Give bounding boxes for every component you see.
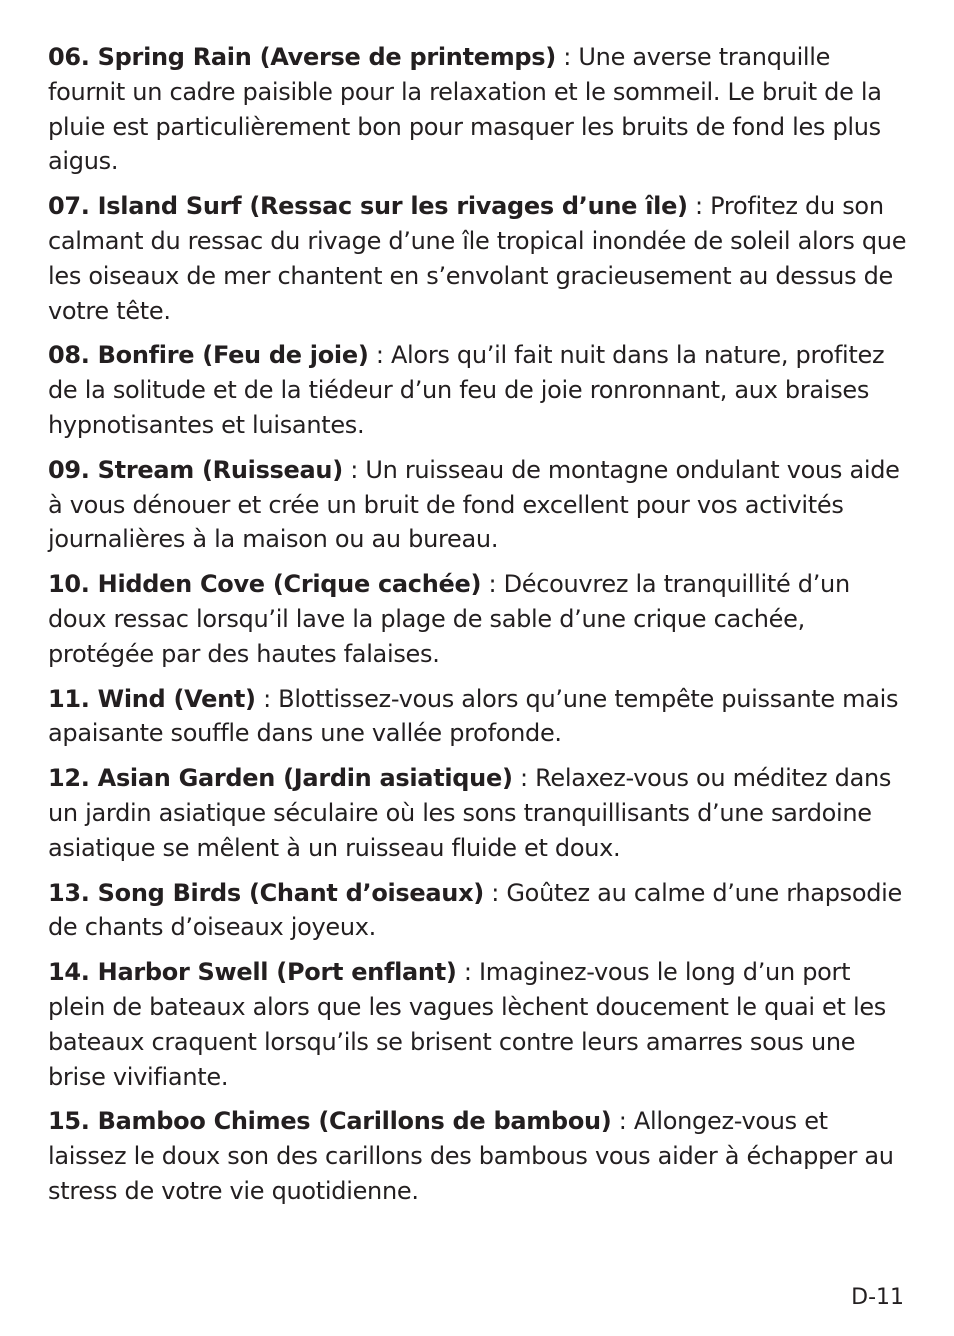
- sound-entry-07: [48, 189, 910, 328]
- sound-title: 10. Hidden Cove (Crique cachée): [48, 570, 482, 599]
- sound-title: 07. Island Surf (Ressac sur les rivages d’une île): [48, 192, 688, 221]
- sound-entry-15: [48, 1104, 910, 1208]
- sound-title: 12. Asian Garden (Jardin asiatique): [48, 764, 513, 793]
- sound-title: 06. Spring Rain (Averse de printemps): [48, 43, 556, 71]
- sound-description: : Allongez-vous et laissez le doux son des carillons des bambous vous aider à échapper au stress de votre vie quotidienne.: [48, 1107, 894, 1205]
- sound-title: 15. Bamboo Chimes (Carillons de bambou): [48, 1107, 612, 1136]
- sound-title: 14. Harbor Swell (Port enflant): [48, 958, 457, 987]
- sound-description: : Imaginez-vous le long d’un port plein de bateaux alors que les vagues lèchent doucement le quai et les bateaux craquent lorsqu’ils se brisent contre leurs amarres sous une brise vivifiante.: [48, 958, 886, 1091]
- sound-title: 08. Bonfire (Feu de joie): [48, 341, 369, 370]
- sound-description: : Découvrez la tranquillité d’un doux ressac lorsqu’il lave la plage de sable d’une crique cachée, protégée par des hautes falaises.: [48, 570, 850, 668]
- sound-entry-06: [48, 40, 910, 179]
- sound-entry-11: [48, 682, 910, 752]
- sound-description: : Relaxez-vous ou méditez dans un jardin asiatique séculaire où les sons tranquillisants d’une sardoine asiatique se mêlent à un ruisseau fluide et doux.: [48, 764, 892, 862]
- sound-description: : Une averse tranquille fournit un cadre paisible pour la relaxation et le sommeil. Le bruit de la pluie est particulièrement bon pour masquer les bruits de fond les plus aigus.: [48, 43, 882, 176]
- sound-description: : Profitez du son calmant du ressac du rivage d’une île tropical inondée de soleil alors que les oiseaux de mer chantent en s’envolant gracieusement au dessus de votre tête.: [48, 192, 907, 325]
- sound-entry-14: [48, 955, 910, 1094]
- sound-title: 13. Song Birds (Chant d’oiseaux): [48, 878, 484, 907]
- sound-descriptions: [48, 40, 910, 1219]
- sound-title: 11. Wind (Vent): [48, 684, 256, 713]
- sound-description: : Goûtez au calme d’une rhapsodie de chants d’oiseaux joyeux.: [48, 878, 902, 942]
- sound-entry-13: [48, 876, 910, 946]
- sound-title: 09. Stream (Ruisseau): [48, 455, 343, 484]
- page-number: D-11: [851, 1285, 904, 1310]
- sound-entry-12: [48, 761, 910, 865]
- sound-description: : Un ruisseau de montagne ondulant vous aide à vous dénouer et crée un bruit de fond excellent pour vos activités journalières à la maison ou au bureau.: [48, 455, 900, 554]
- sound-description: : Blottissez-vous alors qu’une tempête puissante mais apaisante souffle dans une vallée profonde.: [48, 684, 899, 748]
- sound-entry-09: [48, 453, 910, 557]
- sound-entry-10: [48, 567, 910, 671]
- sound-description: : Alors qu’il fait nuit dans la nature, profitez de la solitude et de la tiédeur d’un feu de joie ronronnant, aux braises hypnotisantes et luisantes.: [48, 341, 885, 439]
- sound-entry-08: [48, 338, 910, 442]
